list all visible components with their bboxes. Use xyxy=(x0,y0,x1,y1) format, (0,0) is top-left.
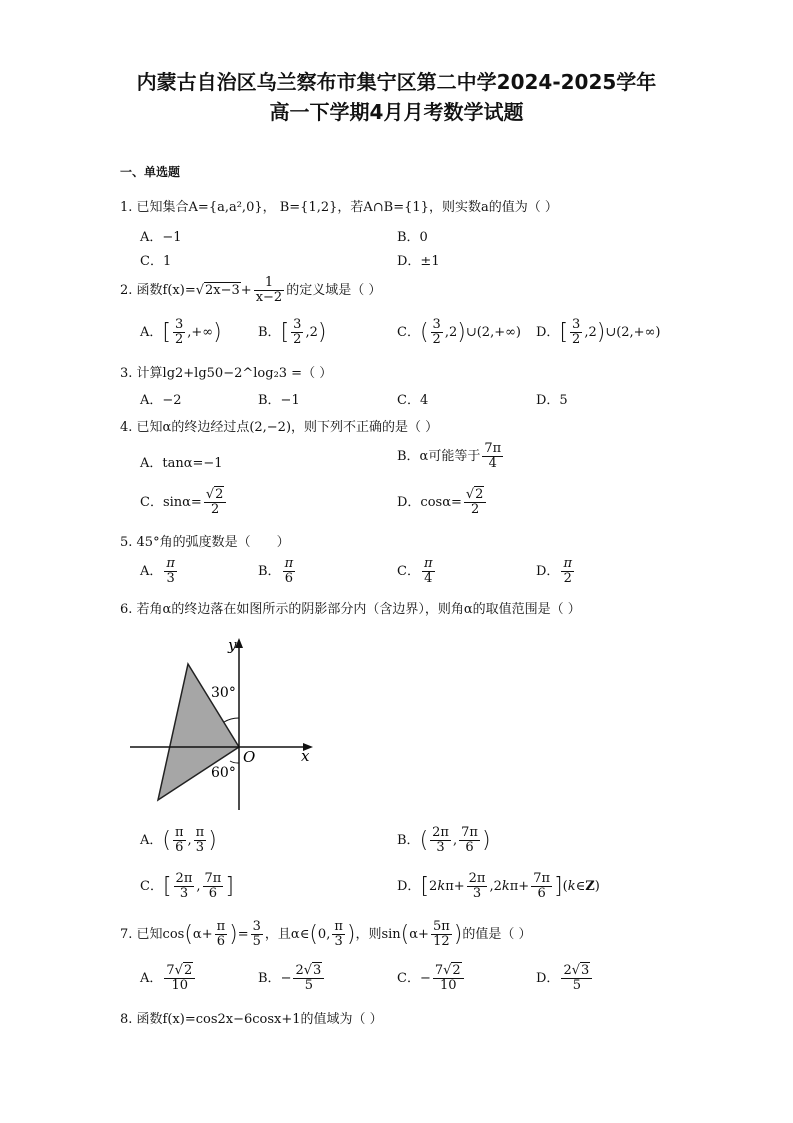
title-line-2: 高一下学期4月月考数学试题 xyxy=(269,100,524,124)
q7-option-d: D． $\frac{2√3}{5}$ xyxy=(536,964,594,993)
q4-option-c: C．sinα= $\frac{√2}{2}$ xyxy=(140,488,228,517)
q2-option-a: A．[ $\frac{3}{2}$ ,+∞) xyxy=(140,317,222,347)
question-3-stem: 3. 计算lg2+lg50−2^log₂3 =（ ） xyxy=(120,366,333,381)
q4-option-b: B．α可能等于 $\frac{7\pi}{4}$ xyxy=(397,441,502,471)
q3-option-c: C．4 xyxy=(397,393,429,408)
question-7-stem: 7. 已知cos(α+ $\frac{\pi}{6}$ )= $\frac{3}{5}$ ，且α∈(0, $\frac{\pi}{3}$ )，则sin(α+ $\frac{5\pi}{12}$ )的值是（ ） xyxy=(120,919,532,949)
q2-option-c: C．( $\frac{3}{2}$ ,2)∪(2,+∞) xyxy=(397,317,521,347)
section-heading: 一、单选题 xyxy=(120,165,181,179)
q5-option-c: C． $\frac{\pi}{4}$ xyxy=(397,556,433,586)
q3-option-b: B．−1 xyxy=(258,393,300,408)
q1-option-d: D．±1 xyxy=(397,254,440,269)
question-1-stem: 1. 已知集合A={a,a²,0}， B={1,2}，若A∩B={1}，则实数a的值为（ ） xyxy=(120,200,558,215)
y-axis-label: y xyxy=(228,636,237,654)
q5-option-a: A． $\frac{\pi}{3}$ xyxy=(140,556,175,586)
angle-figure xyxy=(125,630,325,820)
q2-stem-post: 的定义域是（ ） xyxy=(286,283,382,298)
angle-arc-30 xyxy=(224,718,239,722)
q1-option-c: C．1 xyxy=(140,254,172,269)
q4-option-d: D．cosα= $\frac{√2}{2}$ xyxy=(397,488,488,517)
title-line-1: 内蒙古自治区乌兰察布市集宁区第二中学2024-2025学年 xyxy=(136,70,657,94)
q6-option-b: B．( $\frac{2\pi}{3}$ , $\frac{7\pi}{6}$ ) xyxy=(397,825,491,855)
question-5-stem: 5. 45°角的弧度数是（ ） xyxy=(120,535,290,550)
q6-option-d: D．[2kπ+ $\frac{2\pi}{3}$ ,2kπ+ $\frac{7\pi}{6}$ ](k∈Z) xyxy=(397,871,600,901)
question-2-stem xyxy=(120,276,381,305)
q2-option-d: D．[ $\frac{3}{2}$ ,2)∪(2,+∞) xyxy=(536,317,661,347)
angle-arc-60 xyxy=(230,761,239,763)
question-6-stem: 6. 若角α的终边落在如图所示的阴影部分内（含边界），则角α的取值范围是（ ） xyxy=(120,602,581,617)
q1-option-a: A．−1 xyxy=(140,230,182,245)
q7-option-a: A． $\frac{7√2}{10}$ xyxy=(140,964,197,993)
angle-label-30: 30° xyxy=(211,685,236,701)
q7-option-c: C．− $\frac{7√2}{10}$ xyxy=(397,964,466,993)
q6-option-a: A．( $\frac{\pi}{6}$ , $\frac{\pi}{3}$ ) xyxy=(140,825,217,855)
question-8-stem: 8. 函数f(x)=cos2x−6cosx+1的值域为（ ） xyxy=(120,1012,383,1027)
q2-stem-pre: 2. 函数f(x)= xyxy=(120,283,196,298)
q1-option-b: B．0 xyxy=(397,230,428,245)
q3-option-d: D．5 xyxy=(536,393,568,408)
question-4-stem: 4. 已知α的终边经过点(2,−2)，则下列不正确的是（ ） xyxy=(120,420,439,435)
origin-label: O xyxy=(243,748,256,766)
x-axis-label: x xyxy=(301,747,310,765)
q5-option-b: B． $\frac{\pi}{6}$ xyxy=(258,556,294,586)
q7-option-b: B．− $\frac{2√3}{5}$ xyxy=(258,964,326,993)
q3-option-a: A．−2 xyxy=(140,393,182,408)
angle-label-60: 60° xyxy=(211,765,236,781)
q2-formula: √2x−3+ $\frac{1}{x-2}$ xyxy=(195,275,283,305)
q5-option-d: D． $\frac{\pi}{2}$ xyxy=(536,556,572,586)
q2-option-b: B．[ $\frac{3}{2}$ ,2) xyxy=(258,317,327,347)
q4-option-a: A．tanα=−1 xyxy=(140,456,223,471)
q6-option-c: C．[ $\frac{2\pi}{3}$ , $\frac{7\pi}{6}$ ] xyxy=(140,871,234,901)
